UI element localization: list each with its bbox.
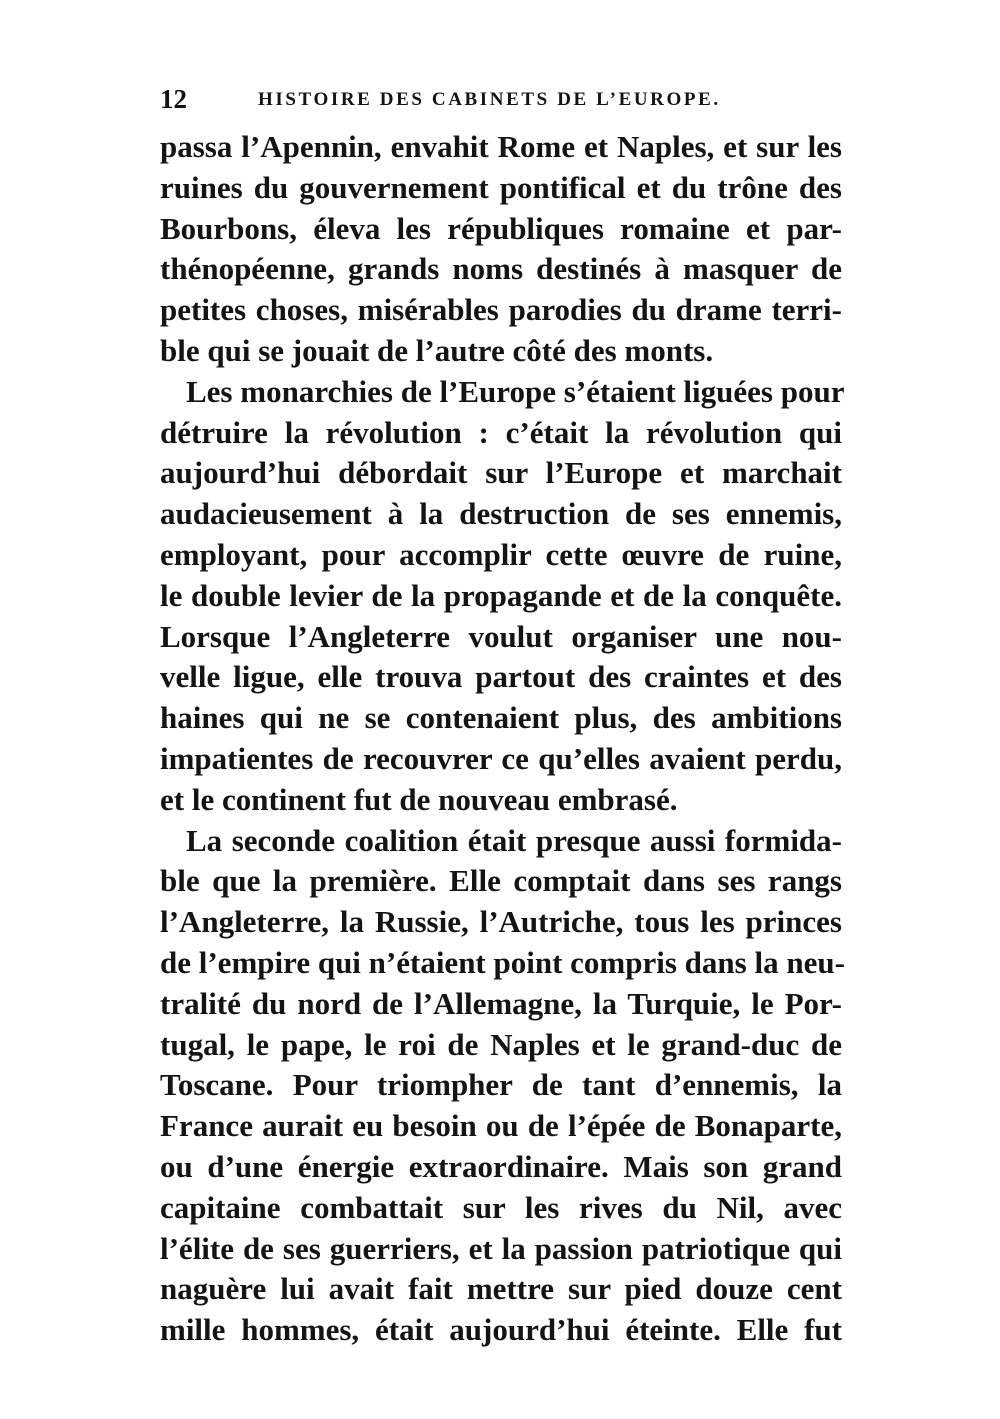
text-line: et le continent fut de nouveau embrasé. <box>160 781 678 817</box>
text-line: employant, pour accomplir cette œuvre de ruine, <box>160 536 842 572</box>
text-line: ou d’une énergie extraordinaire. Mais son grand <box>160 1148 842 1184</box>
text-line: petites choses, misérables parodies du drame terri- <box>160 292 842 328</box>
text-line: haines qui ne se contenaient plus, des ambitions <box>160 700 842 736</box>
text-line: capitaine combattait sur les rives du Nil, avec <box>160 1189 842 1225</box>
text-line: tugal, le pape, le roi de Naples et le grand-duc de <box>160 1026 842 1062</box>
text-line: mille hommes, était aujourd’hui éteinte. Elle fut <box>160 1312 842 1348</box>
paragraph-start-line: La seconde coalition était presque aussi formida- <box>186 822 842 858</box>
text-line: l’élite de ses guerriers, et la passion patriotique qui <box>160 1230 842 1266</box>
text-line: velle ligue, elle trouva partout des craintes et des <box>160 659 842 695</box>
text-line: le double levier de la propagande et de la conquête. <box>160 577 842 613</box>
text-line: audacieusement à la destruction de ses ennemis, <box>160 496 842 532</box>
body-text <box>160 127 845 1351</box>
text-line: l’Angleterre, la Russie, l’Autriche, tous les princes <box>160 904 842 940</box>
text-line: France aurait eu besoin ou de l’épée de Bonaparte, <box>160 1108 842 1144</box>
text-line: passa l’Apennin, envahit Rome et Naples, et sur les <box>160 129 842 164</box>
text-line: ruines du gouvernement pontifical et du trône des <box>160 169 842 205</box>
text-line: tralité du nord de l’Allemagne, la Turquie, le Por- <box>160 985 842 1021</box>
paragraph-start-line: Les monarchies de l’Europe s’étaient liguées pour <box>186 373 845 409</box>
running-title: HISTOIRE DES CABINETS DE L’EUROPE. <box>258 89 721 110</box>
text-line: de l’empire qui n’étaient point compris dans la neu- <box>160 944 845 980</box>
text-line: détruire la révolution : c’était la révolution qui <box>160 414 842 450</box>
page-number: 12 <box>160 84 187 114</box>
text-line: Toscane. Pour triompher de tant d’ennemis, la <box>160 1067 842 1103</box>
text-line: impatientes de recouvrer ce qu’elles avaient perdu, <box>160 740 842 776</box>
text-line: Bourbons, éleva les républiques romaine et par- <box>160 210 842 246</box>
text-line: ble qui se jouait de l’autre côté des monts. <box>160 332 714 368</box>
text-line: ble que la première. Elle comptait dans ses rangs <box>160 863 842 899</box>
text-line: thénopéenne, grands noms destinés à masquer de <box>160 251 842 287</box>
text-line: aujourd’hui débordait sur l’Europe et marchait <box>160 455 842 491</box>
running-head <box>160 84 850 114</box>
text-line: Lorsque l’Angleterre voulut organiser une nou- <box>160 618 842 654</box>
text-line: naguère lui avait fait mettre sur pied douze cent <box>160 1271 842 1307</box>
